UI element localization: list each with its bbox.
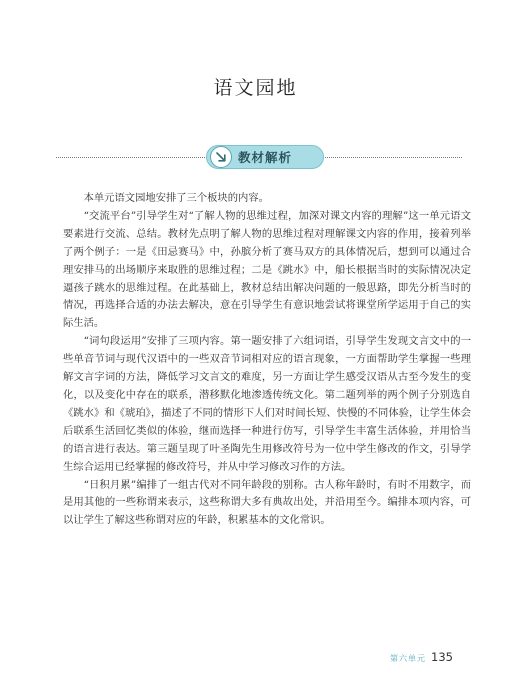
unit-label: 第六单元 — [390, 654, 426, 663]
section-badge — [206, 145, 324, 169]
paragraph-exchange-platform: “交流平台”引导学生对“了解人物的思维过程，加深对课文内容的理解”这一单元语文要素进行交流、总结。教材先点明了解人物的思维过程对理解课文内容的作用，接着列举了两个例子：一是《田忌赛马》中，孙膑分析了赛马双方的具体情况后，想到可以通过合理安排马的出场顺序来取胜的思维过程；二是《跳水》中，船长根据当时的实际情况决定逼孩子跳水的思维过程。在此基础上，教材总结出解决问题的一般思路，即先分析当时的情况，再选择合适的办法去解决，意在引导学生有意识地尝试将课堂所学运用于自己的实际生活。 — [63, 209, 471, 330]
body-text — [63, 190, 471, 530]
dotted-divider-left — [56, 157, 211, 158]
page-title: 语文园地 — [213, 77, 298, 99]
section-badge-label: 教材解析 — [238, 150, 293, 165]
page-number: 135 — [431, 650, 453, 664]
dotted-divider-right — [318, 157, 462, 158]
paragraph-word-sentence-usage: “词句段运用”安排了三项内容。第一题安排了六组词语，引导学生发现文言文中的一些单音节词与现代汉语中的一些双音节词相对应的语言现象，一方面帮助学生掌握一些理解文言字词的方法，降低学习文言文的难度，另一方面让学生感受汉语从古至今发生的变化，以及变化中存在的联系，潜移默化地渗透传统文化。第二题列举的两个例子分别选自《跳水》和《琥珀》，描述了不同的情形下人们对时间长短、快慢的不同体验，让学生体会后联系生活回忆类似的体验，继而选择一种进行仿写，引导学生丰富生活体验，并用恰当的语言进行表达。第三题呈现了叶圣陶先生用修改符号为一位中学生修改的作文，引导学生综合运用已经掌握的修改符号，并从中学习修改习作的方法。 — [63, 335, 471, 473]
paragraph-daily-accumulation: “日积月累”编排了一组古代对不同年龄段的别称。古人称年龄时，有时不用数字，而是用其他的一些称谓来表示，这些称谓大多有典故出处，并沿用至今。编排本项内容，可以让学生了解这些称谓对应的年龄，积累基本的文化常识。 — [63, 478, 471, 527]
page-footer — [390, 650, 453, 664]
paragraph-intro: 本单元语文园地安排了三个板块的内容。 — [83, 192, 269, 204]
circle-arrow-down-icon — [210, 146, 232, 168]
